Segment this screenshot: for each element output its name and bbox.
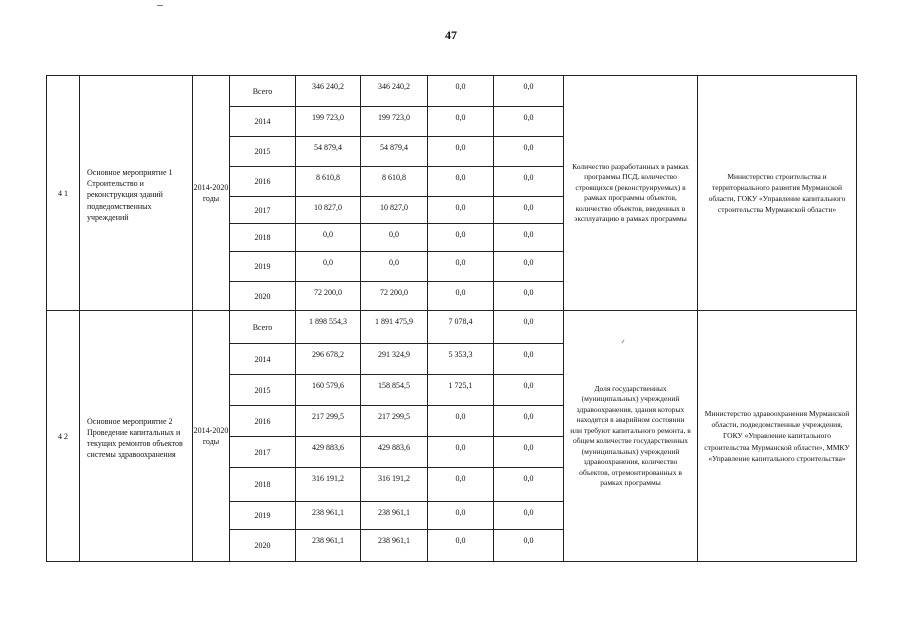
budget-cell: 238 961,1 — [361, 530, 428, 562]
indicator-cell: Доля государственных (муниципальных) учреждений здравоохранения, здания которых находятся в аварийном состоянии или требуют капитального ремонта, в общем количестве государственных (муниципальных) учреждений здравоохранения, количество объектов, отремонтированных в рамках программы — [564, 311, 698, 562]
other-cell: 0,0 — [494, 344, 564, 375]
federal-cell: 0,0 — [428, 468, 494, 502]
item-period: 2014-2020 годы — [193, 311, 230, 562]
total-cell: 429 883,6 — [296, 437, 361, 468]
year-cell: Всего — [230, 311, 296, 344]
total-cell: 217 299,5 — [296, 406, 361, 437]
item-name: Основное мероприятие 2 Проведение капитальных и текущих ремонтов объектов системы здравоохранения — [80, 311, 193, 562]
other-cell: 0,0 — [494, 311, 564, 344]
year-cell: 2018 — [230, 468, 296, 502]
other-cell: 0,0 — [494, 167, 564, 197]
budget-cell: 158 854,5 — [361, 375, 428, 406]
total-cell: 10 827,0 — [296, 197, 361, 224]
total-cell: 72 200,0 — [296, 282, 361, 311]
budget-cell: 1 891 475,9 — [361, 311, 428, 344]
budget-cell: 429 883,6 — [361, 437, 428, 468]
budget-cell: 0,0 — [361, 252, 428, 282]
other-cell: 0,0 — [494, 437, 564, 468]
total-cell: 54 879,4 — [296, 137, 361, 167]
budget-cell: 10 827,0 — [361, 197, 428, 224]
page-number: 47 — [445, 28, 457, 42]
budget-cell: 217 299,5 — [361, 406, 428, 437]
other-cell: 0,0 — [494, 107, 564, 137]
executor-cell: Министерство строительства и территориального развития Мурманской области, ГОКУ «Управление капитального строительства Мурманской области» — [698, 76, 857, 311]
total-cell: 0,0 — [296, 252, 361, 282]
other-cell: 0,0 — [494, 224, 564, 252]
total-cell: 316 191,2 — [296, 468, 361, 502]
year-cell: 2017 — [230, 197, 296, 224]
federal-cell: 1 725,1 — [428, 375, 494, 406]
year-cell: Всего — [230, 76, 296, 107]
year-cell: 2014 — [230, 344, 296, 375]
budget-cell: 316 191,2 — [361, 468, 428, 502]
budget-cell: 346 240,2 — [361, 76, 428, 107]
federal-cell: 0,0 — [428, 530, 494, 562]
federal-cell: 7 078,4 — [428, 311, 494, 344]
total-cell: 0,0 — [296, 224, 361, 252]
year-cell: 2014 — [230, 107, 296, 137]
year-cell: 2016 — [230, 167, 296, 197]
total-cell: 1 898 554,3 — [296, 311, 361, 344]
year-cell: 2015 — [230, 137, 296, 167]
year-cell: 2019 — [230, 502, 296, 530]
other-cell: 0,0 — [494, 197, 564, 224]
other-cell: 0,0 — [494, 468, 564, 502]
total-cell: 296 678,2 — [296, 344, 361, 375]
other-cell: 0,0 — [494, 375, 564, 406]
total-cell: 8 610,8 — [296, 167, 361, 197]
year-cell: 2020 — [230, 530, 296, 562]
item-number: 4 1 — [47, 76, 80, 311]
other-cell: 0,0 — [494, 502, 564, 530]
budget-cell: 291 324,9 — [361, 344, 428, 375]
federal-cell: 0,0 — [428, 406, 494, 437]
program-table — [46, 75, 857, 562]
total-cell: 238 961,1 — [296, 502, 361, 530]
other-cell: 0,0 — [494, 252, 564, 282]
federal-cell: 0,0 — [428, 437, 494, 468]
budget-cell: 54 879,4 — [361, 137, 428, 167]
year-cell: 2018 — [230, 224, 296, 252]
federal-cell: 0,0 — [428, 502, 494, 530]
item-period: 2014-2020 годы — [193, 76, 230, 311]
year-cell: 2019 — [230, 252, 296, 282]
scan-mark — [157, 5, 163, 6]
year-cell: 2015 — [230, 375, 296, 406]
budget-cell: 0,0 — [361, 224, 428, 252]
federal-cell: 5 353,3 — [428, 344, 494, 375]
table-row — [47, 311, 857, 344]
item-number: 4 2 — [47, 311, 80, 562]
executor-cell: Министерство здравоохранения Мурманской области, подведомственные учреждения, ГОКУ «Управление капитального строительства Мурманской области», ММКУ «Управление капитального строительства» — [698, 311, 857, 562]
year-cell: 2017 — [230, 437, 296, 468]
budget-cell: 199 723,0 — [361, 107, 428, 137]
budget-cell: 72 200,0 — [361, 282, 428, 311]
year-cell: 2020 — [230, 282, 296, 311]
other-cell: 0,0 — [494, 406, 564, 437]
indicator-cell: Количество разработанных в рамках программы ПСД, количество строящихся (реконструируемых) в рамках программы объектов, количество объектов, введенных в эксплуатацию в рамках программы — [564, 76, 698, 311]
year-cell: 2016 — [230, 406, 296, 437]
total-cell: 160 579,6 — [296, 375, 361, 406]
total-cell: 346 240,2 — [296, 76, 361, 107]
total-cell: 238 961,1 — [296, 530, 361, 562]
other-cell: 0,0 — [494, 76, 564, 107]
federal-cell: 0,0 — [428, 167, 494, 197]
federal-cell: 0,0 — [428, 107, 494, 137]
total-cell: 199 723,0 — [296, 107, 361, 137]
budget-cell: 238 961,1 — [361, 502, 428, 530]
table-body — [47, 76, 857, 562]
federal-cell: 0,0 — [428, 137, 494, 167]
federal-cell: 0,0 — [428, 252, 494, 282]
federal-cell: 0,0 — [428, 224, 494, 252]
budget-cell: 8 610,8 — [361, 167, 428, 197]
federal-cell: 0,0 — [428, 282, 494, 311]
federal-cell: 0,0 — [428, 76, 494, 107]
other-cell: 0,0 — [494, 137, 564, 167]
item-name: Основное мероприятие 1 Строительство и реконструкция зданий подведомственных учреждений — [80, 76, 193, 311]
table-row — [47, 76, 857, 107]
other-cell: 0,0 — [494, 530, 564, 562]
other-cell: 0,0 — [494, 282, 564, 311]
federal-cell: 0,0 — [428, 197, 494, 224]
